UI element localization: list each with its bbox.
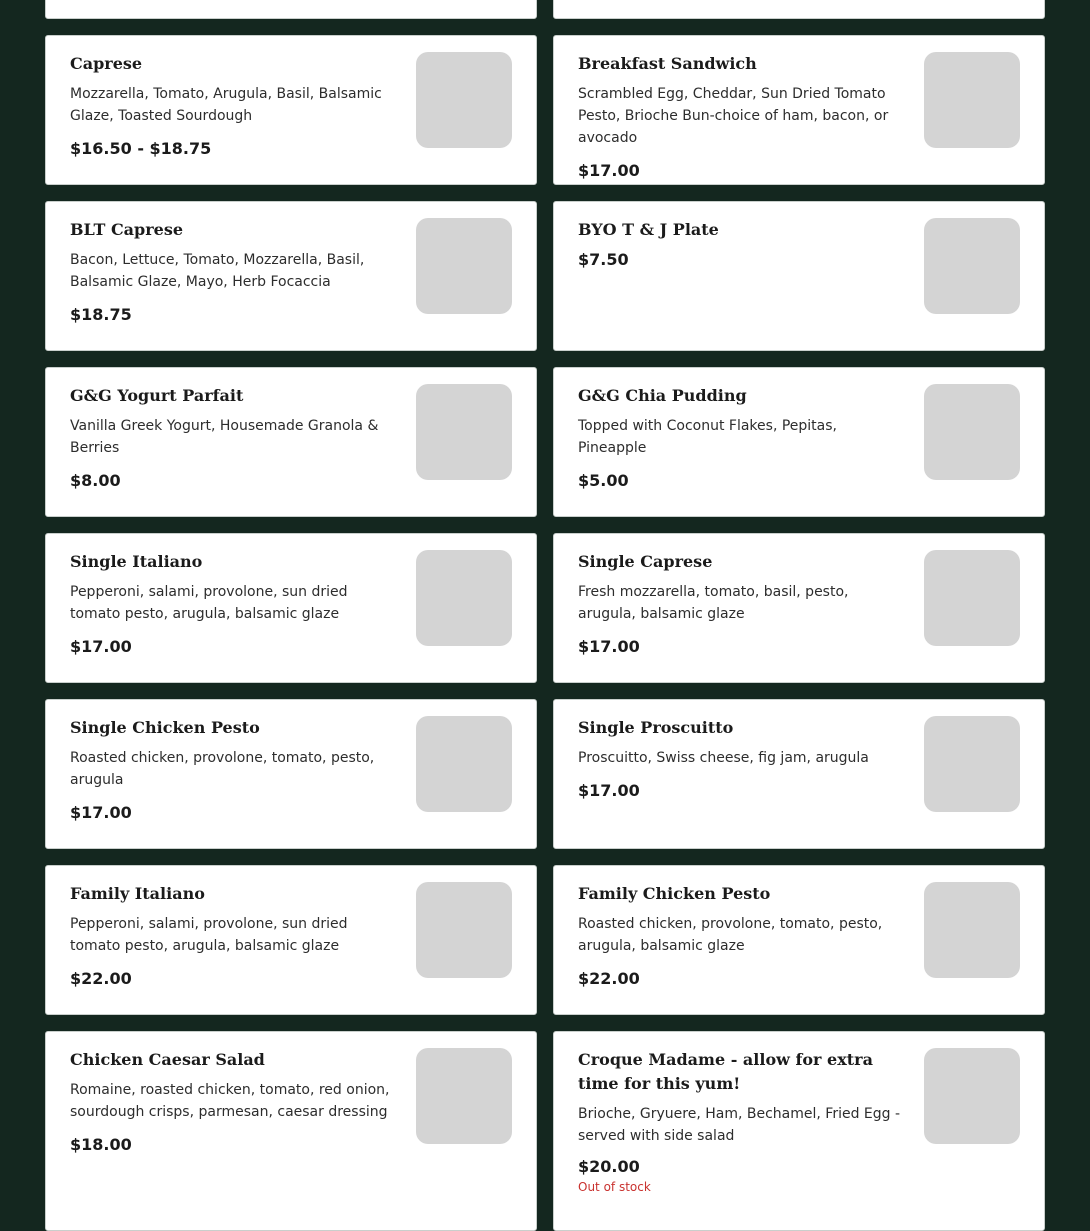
menu-item-description: Vanilla Greek Yogurt, Housemade Granola & Berries <box>70 418 379 456</box>
menu-item-name: G&G Yogurt Parfait <box>70 386 244 405</box>
menu-item-card[interactable] <box>553 367 1045 517</box>
menu-item-info <box>578 218 908 271</box>
menu-item-price: $5.00 <box>578 471 629 490</box>
menu-item-image-placeholder <box>416 384 512 480</box>
menu-item-price: $17.00 <box>70 637 132 656</box>
menu-item-card[interactable] <box>45 865 537 1015</box>
menu-item-image-placeholder <box>924 716 1020 812</box>
menu-item-image-placeholder <box>924 882 1020 978</box>
menu-item-price: $7.50 <box>578 250 629 269</box>
menu-item-name: Single Chicken Pesto <box>70 718 260 737</box>
menu-item-info <box>578 882 908 990</box>
menu-item-description: Fresh mozzarella, tomato, basil, pesto, arugula, balsamic glaze <box>578 584 849 622</box>
menu-item-card[interactable] <box>45 699 537 849</box>
menu-item-card[interactable] <box>45 1031 537 1231</box>
menu-item-price: $17.00 <box>578 637 640 656</box>
menu-item-info <box>578 1048 908 1195</box>
menu-item-image-placeholder <box>924 1048 1020 1144</box>
menu-item-card[interactable] <box>553 35 1045 185</box>
menu-item-card[interactable] <box>553 1031 1045 1231</box>
menu-item-description: Brioche, Gryuere, Ham, Bechamel, Fried Egg - served with side salad <box>578 1106 901 1144</box>
menu-item-price: $17.00 <box>70 803 132 822</box>
menu-item-name: Single Caprese <box>578 552 713 571</box>
menu-item-name: Chicken Caesar Salad <box>70 1050 265 1069</box>
menu-item-card[interactable] <box>553 533 1045 683</box>
menu-item-image-placeholder <box>924 550 1020 646</box>
menu-item-price: $18.75 <box>70 305 132 324</box>
menu-item-card[interactable] <box>45 533 537 683</box>
menu-item-card[interactable] <box>45 367 537 517</box>
menu-item-image-placeholder <box>416 882 512 978</box>
menu-item-image-placeholder <box>416 550 512 646</box>
menu-item-info <box>70 882 400 990</box>
menu-item-description: Mozzarella, Tomato, Arugula, Basil, Balsamic Glaze, Toasted Sourdough <box>70 86 382 124</box>
menu-item-name: Single Proscuitto <box>578 718 734 737</box>
menu-item-description: Proscuitto, Swiss cheese, fig jam, arugula <box>578 750 869 766</box>
menu-item-image-placeholder <box>416 52 512 148</box>
menu-item-info <box>70 716 400 824</box>
menu-item-description: Topped with Coconut Flakes, Pepitas, Pineapple <box>578 418 837 456</box>
menu-item-card[interactable] <box>553 201 1045 351</box>
menu-item-image-placeholder <box>924 384 1020 480</box>
menu-item-price: $22.00 <box>578 969 640 988</box>
menu-item-info <box>70 384 400 492</box>
menu-item-name: Croque Madame - allow for extra time for this yum! <box>578 1050 873 1093</box>
menu-item-name: Single Italiano <box>70 552 203 571</box>
menu-item-price: $17.00 <box>578 161 640 180</box>
menu-item-image-placeholder <box>924 218 1020 314</box>
menu-item-card[interactable] <box>553 699 1045 849</box>
menu-item-image-placeholder <box>416 1048 512 1144</box>
menu-item-price: $8.00 <box>70 471 121 490</box>
menu-item-card-partial[interactable] <box>45 0 537 19</box>
menu-item-name: G&G Chia Pudding <box>578 386 747 405</box>
out-of-stock-label: Out of stock <box>578 1180 651 1194</box>
menu-item-image-placeholder <box>924 52 1020 148</box>
menu-item-image-placeholder <box>416 218 512 314</box>
menu-item-description: Pepperoni, salami, provolone, sun dried tomato pesto, arugula, balsamic glaze <box>70 584 348 622</box>
menu-item-price: $16.50 - $18.75 <box>70 139 212 158</box>
menu-item-price: $20.00 <box>578 1157 640 1176</box>
menu-item-card[interactable] <box>553 865 1045 1015</box>
menu-item-info <box>70 550 400 658</box>
menu-item-name: Family Italiano <box>70 884 205 903</box>
menu-item-price: $22.00 <box>70 969 132 988</box>
menu-item-info <box>578 716 908 802</box>
menu-item-description: Romaine, roasted chicken, tomato, red onion, sourdough crisps, parmesan, caesar dressing <box>70 1082 390 1120</box>
menu-item-card[interactable] <box>45 35 537 185</box>
menu-item-price: $17.00 <box>578 781 640 800</box>
menu-item-name: BLT Caprese <box>70 220 184 239</box>
menu-item-info <box>578 52 908 182</box>
menu-item-description: Pepperoni, salami, provolone, sun dried tomato pesto, arugula, balsamic glaze <box>70 916 348 954</box>
menu-item-name: Breakfast Sandwich <box>578 54 757 73</box>
menu-grid <box>45 0 1045 1231</box>
menu-item-info <box>578 550 908 658</box>
menu-item-name: BYO T & J Plate <box>578 220 719 239</box>
menu-item-description: Roasted chicken, provolone, tomato, pesto, arugula <box>70 750 375 788</box>
menu-item-description: Scrambled Egg, Cheddar, Sun Dried Tomato Pesto, Brioche Bun-choice of ham, bacon, or avocado <box>578 86 889 146</box>
menu-item-name: Family Chicken Pesto <box>578 884 771 903</box>
menu-item-name: Caprese <box>70 54 143 73</box>
menu-item-info <box>578 384 908 492</box>
menu-item-description: Roasted chicken, provolone, tomato, pesto, arugula, balsamic glaze <box>578 916 883 954</box>
menu-item-card-partial[interactable] <box>553 0 1045 19</box>
menu-item-card[interactable] <box>45 201 537 351</box>
menu-item-info <box>70 218 400 326</box>
menu-item-info <box>70 52 400 160</box>
menu-item-price: $18.00 <box>70 1135 132 1154</box>
menu-item-description: Bacon, Lettuce, Tomato, Mozzarella, Basil, Balsamic Glaze, Mayo, Herb Focaccia <box>70 252 365 290</box>
menu-item-info <box>70 1048 400 1156</box>
menu-item-image-placeholder <box>416 716 512 812</box>
